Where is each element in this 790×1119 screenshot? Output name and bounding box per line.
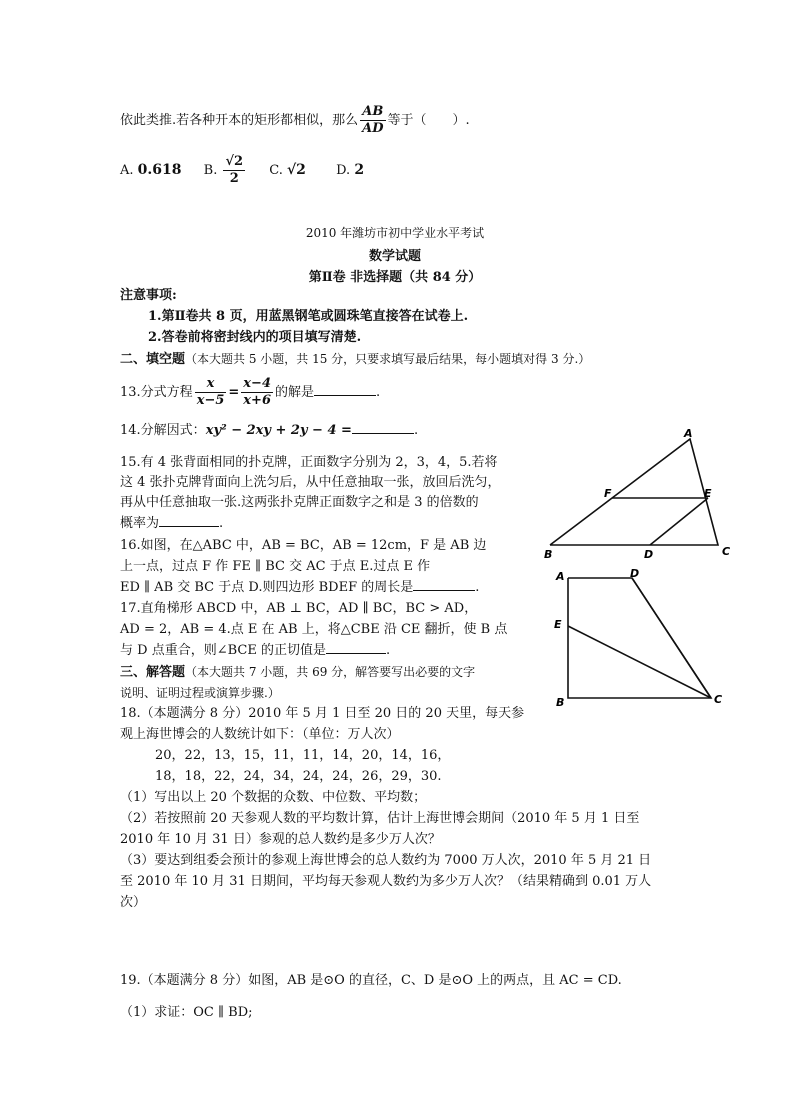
q18-part-3c: 次） <box>120 895 147 910</box>
fraction-denominator: AD <box>362 121 384 136</box>
q16-end: . <box>475 580 480 595</box>
q18-line-1: 18.（本题满分 8 分）2010 年 5 月 1 日至 20 日的 20 天里，每天参 <box>120 706 525 721</box>
option-c-value: √2 <box>286 162 306 178</box>
q15-text: 概率为 <box>120 516 160 531</box>
q18-part-3a: （3）要达到组委会预计的参观上海世博会的总人数约为 7000 万人次，2010 年 5 月 21 日 <box>120 853 652 868</box>
prev-question-text: 依此类推.若各种开本的矩形都相似，那么 <box>120 113 359 128</box>
label-b: B <box>544 548 553 561</box>
q19-line-1: 19.（本题满分 8 分）如图，AB 是⊙O 的直径，C、D 是⊙O 上的两点，且 AC = CD. <box>120 973 622 988</box>
subject-title: 数学试题 <box>368 249 421 264</box>
option-a-value: 0.618 <box>137 162 182 178</box>
section-3-desc-1: （本大题共 7 小题，共 69 分，解答要写出必要的文字 <box>185 665 476 679</box>
q18-part-1: （1）写出以上 20 个数据的众数、中位数、平均数； <box>120 790 427 805</box>
segment-ec <box>568 626 711 698</box>
q15-line-3: 再从中任意抽取一张.这两张扑克牌正面数字之和是 3 的倍数的 <box>120 495 479 510</box>
label-c: C <box>714 693 723 706</box>
label-d: D <box>630 568 640 580</box>
option-a-label: A. <box>120 163 134 178</box>
option-b-fraction <box>223 154 245 187</box>
q14-expression: xy² − 2xy + 2y − 4 = <box>205 423 352 438</box>
q16-answer-blank[interactable] <box>413 590 475 591</box>
q13-post: 的解是 <box>275 385 315 400</box>
ab-over-ad-fraction <box>360 104 385 137</box>
triangle-abc-edges <box>550 439 718 545</box>
option-b-label: B. <box>203 163 218 178</box>
q13-f2-den: x+6 <box>243 393 271 408</box>
q13-text: 13.分式方程 <box>120 385 193 400</box>
q17-text: 与 D 点重合，则∠BCE 的正切值是 <box>120 643 326 658</box>
q16-line-3 <box>120 579 479 597</box>
section-3-title: 三、解答题 <box>120 665 186 680</box>
q18-data-row-1: 20，22，13，15，11，11，14，20，14，16， <box>155 748 451 763</box>
option-c-label: C. <box>269 163 283 178</box>
prev-question-stem <box>120 104 470 137</box>
q13-f2-num: x−4 <box>243 376 271 391</box>
option-b-denominator: 2 <box>229 171 239 186</box>
option-d-label: D. <box>336 163 351 178</box>
label-e: E <box>554 618 562 631</box>
section-2-title: 二、填空题 <box>120 352 186 367</box>
label-e: E <box>704 487 712 500</box>
q18-part-2a: （2）若按照前 20 天参观人数的平均数计算，估计上海世博会期间（2010 年 5 月 1 日至 <box>120 811 640 826</box>
q17-line-1: 17.直角梯形 ABCD 中，AB ⊥ BC，AD ∥ BC，BC > AD， <box>120 601 478 616</box>
q18-line-2: 观上海世博会的人数统计如下：（单位：万人次） <box>120 727 400 742</box>
q15-end: . <box>219 516 224 531</box>
label-c: C <box>722 545 731 558</box>
section-2-heading <box>120 350 590 369</box>
trapezoid-abcd-edges <box>568 578 711 698</box>
q17-end: . <box>385 643 391 658</box>
question-14 <box>120 422 418 440</box>
q13-f1-num: x <box>195 376 227 393</box>
figure-trapezoid-abcd <box>548 568 738 718</box>
segment-ed <box>650 498 708 545</box>
q13-answer-blank[interactable] <box>314 395 376 396</box>
q17-line-2: AD = 2，AB = 4.点 E 在 AB 上，将△CBE 沿 CE 翻折，使 B 点 <box>120 622 508 637</box>
q16-line-2: 上一点，过点 F 作 FE ∥ BC 交 AC 于点 E.过点 E 作 <box>120 559 431 574</box>
q13-fraction-right <box>241 376 273 409</box>
question-13 <box>120 376 380 409</box>
note-1: 1.第Ⅱ卷共 8 页，用蓝黑钢笔或圆珠笔直接答在试卷上. <box>148 309 469 324</box>
q13-f1-den: x−5 <box>196 393 225 408</box>
q16-text: ED ∥ AB 交 BC 于点 D.则四边形 BDEF 的周长是 <box>120 580 414 595</box>
label-a: A <box>684 427 693 440</box>
q13-fraction-left <box>195 376 227 409</box>
q14-answer-blank[interactable] <box>352 433 414 434</box>
q14-end: . <box>413 423 419 438</box>
section-3-heading <box>120 663 475 682</box>
q15-answer-blank[interactable] <box>159 526 219 527</box>
label-f: F <box>604 487 612 500</box>
part-title: 第Ⅱ卷 非选择题（共 84 分） <box>308 270 482 285</box>
q13-equals: = <box>228 385 240 400</box>
section-2-desc: （本大题共 5 小题，共 15 分，只要求填写最后结果，每小题填对得 3 分.） <box>185 352 591 366</box>
option-d-value: 2 <box>354 162 365 178</box>
exam-title: 2010 年潍坊市初中学业水平考试 <box>305 226 485 240</box>
q13-end: . <box>376 385 381 400</box>
label-b: B <box>556 696 565 709</box>
note-2: 2.答卷前将密封线内的项目填写清楚. <box>148 330 362 345</box>
section-3-desc-2: 说明、证明过程或演算步骤.） <box>120 686 280 700</box>
q18-part-3b: 至 2010 年 10 月 31 日期间，平均每天参观人数约为多少万人次？（结果精确到 0.01 万人 <box>120 874 652 889</box>
q17-answer-blank[interactable] <box>326 653 386 654</box>
notes-title: 注意事项: <box>120 288 177 303</box>
answer-options <box>120 154 364 187</box>
q17-line-3 <box>120 642 390 660</box>
q19-part-1: （1）求证：OC ∥ BD; <box>120 1005 253 1020</box>
fraction-numerator: AB <box>360 104 385 121</box>
q18-part-2b: 2010 年 10 月 31 日）参观的总人数约是多少万人次？ <box>120 832 441 847</box>
q16-line-1: 16.如图，在△ABC 中，AB = BC，AB = 12cm，F 是 AB 边 <box>120 538 487 553</box>
q15-line-1: 15.有 4 张背面相同的扑克牌，正面数字分别为 2，3，4，5.若将 <box>120 455 498 470</box>
label-a: A <box>556 570 565 583</box>
q15-line-4 <box>120 515 223 533</box>
label-d: D <box>644 548 654 561</box>
option-b-numerator: √2 <box>225 154 244 169</box>
q14-text: 14.分解因式： <box>120 423 206 438</box>
segment-dc <box>632 578 711 698</box>
q18-data-row-2: 18，18，22，24，34，24，24，26，29，30. <box>155 769 442 784</box>
prev-question-tail: 等于（ ）. <box>387 113 470 128</box>
figure-triangle-abc <box>530 425 750 565</box>
q15-line-2: 这 4 张扑克牌背面向上洗匀后，从中任意抽取一张，放回后洗匀， <box>120 475 501 490</box>
